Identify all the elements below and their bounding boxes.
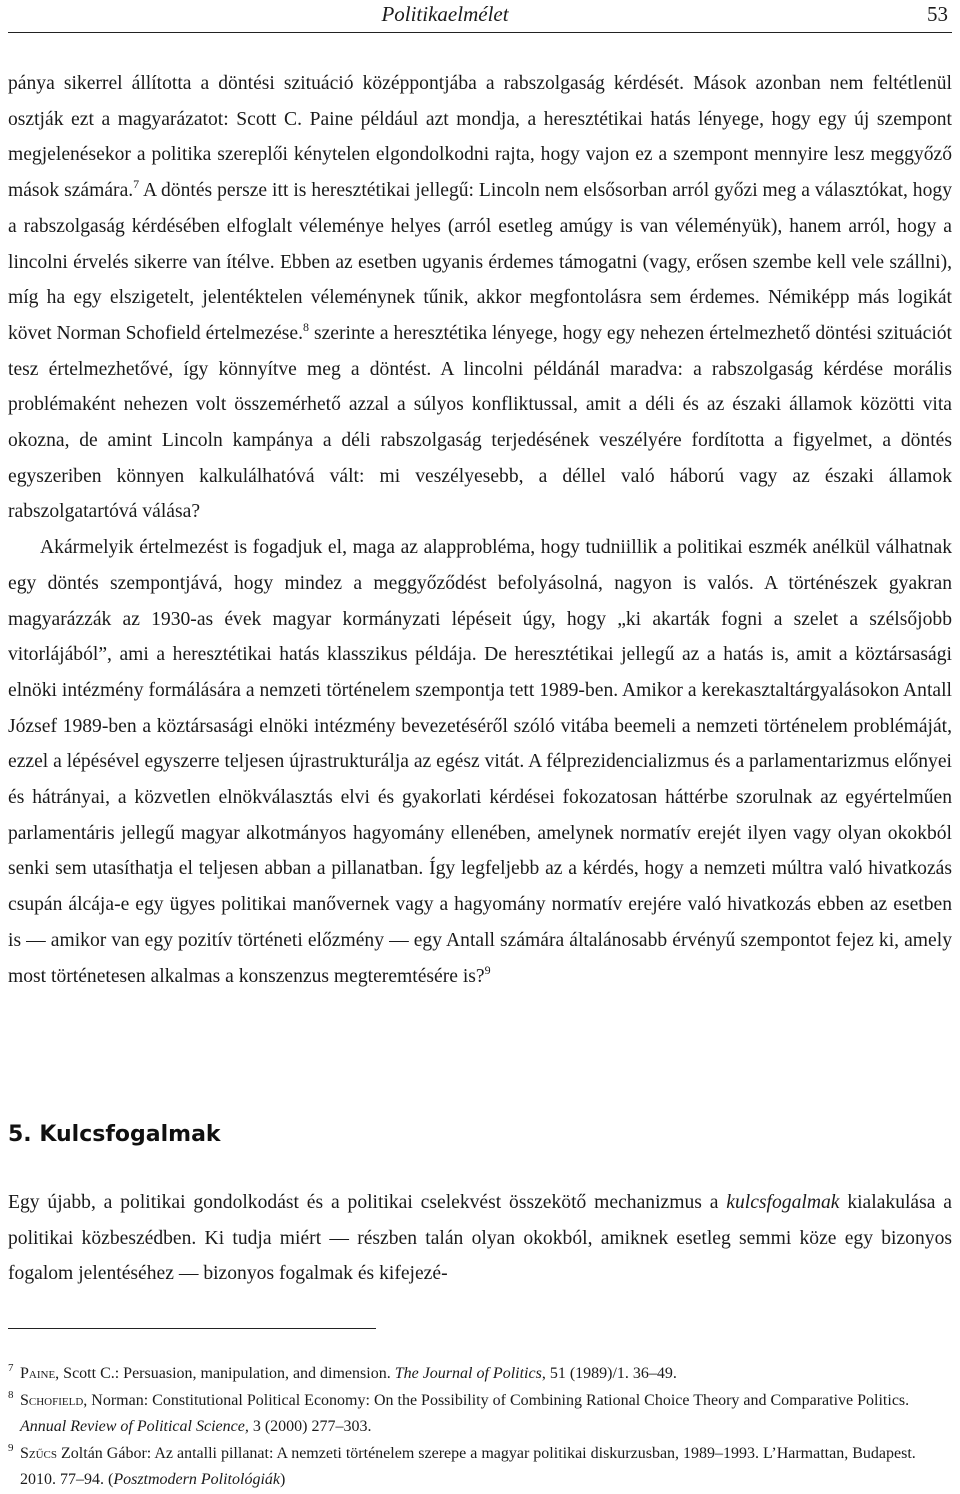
footnotes: [8, 1361, 952, 1494]
paragraph-1-part-c: szerinte a heresztétika lényege, hogy egy nehezen értelmezhető döntési szituációt tesz értelmezhetővé, így könnyítve meg a döntést. A lincolni példánál maradva: a rabszolgaság kérdése morális problémaként nehezen volt összemérhető azzal a súlyos konfliktussal, amit a déli és az északi államok közötti vita okozna, de amint Lincoln kampánya a déli rabszolgaság terjedésének veszélyére fordította a figyelmet, a döntés egyszeriben könnyen kalkulálhatóvá vált: mi veszélyesebb, a déllel való háború vagy az északi államok rabszolgatartóvá válása?: [8, 322, 952, 523]
footnote-ref-7[interactable]: 7: [133, 177, 140, 192]
section-paragraph: [8, 1185, 952, 1292]
page-number: 53: [927, 2, 948, 26]
body-text: [8, 66, 952, 994]
footnote-mark: 7: [8, 1362, 14, 1374]
paragraph-1: [8, 66, 952, 530]
section-paragraph-start: Egy újabb, a politikai gondolkodást és a politikai cselekvést összekötő mechanizmus a: [8, 1192, 727, 1213]
footnote-divider: [8, 1328, 376, 1329]
footnote-author: Paine: [20, 1365, 56, 1382]
footnote-tail: ): [279, 1471, 286, 1488]
footnote-text: Zoltán Gábor: Az antalli pillanat: A nemzeti történelem szerepe a magyar politikai diskurzusban, 1989–1993. L’Harmattan, Budapest. 2010. 77–94. (: [20, 1444, 916, 1488]
paragraph-1-part-a: pánya sikerrel állította a döntési szituáció középpontjába a rabszolgaság kérdését. Mások azonban nem feltétlenül osztják ezt a magyarázatot: Scott C. Paine például azt mondja, a heresztétikai hatás lényege, hogy egy új szempont megjelenésekor a politika szereplői kénytelen elgondolkodni rajta, hogy vajon ez a szempont mennyire lesz meggyőző mások számára.: [8, 73, 952, 202]
footnote-7: [8, 1361, 952, 1388]
paragraph-2-text: Akármelyik értelmezést is fogadjuk el, maga az alapprobléma, hogy tudniillik a politikai eszmék anélkül válhatnak egy döntés szempontjává, hogy mindez a meggyőződést befolyásolná, nagyon is valós. A történészek gyakran magyarázzák az 1930-as évek magyar kormányzati lépéseit úgy, hogy „ki akarták fogni a szelet a szélsőjobb vitorlájából”, ami a heresztétikai hatás klasszikus példája. De heresztétikai jellegű az a hatás is, amit a köztársasági elnöki intézmény formálására a nemzeti történelem szempontja tett 1989-ben. Amikor a kerekasztaltárgyalásokon Antall József 1989-ben a köztársasági elnöki intézmény bevezetéséről szóló vitába beemeli a nemzeti történelem problémáját, ezzel a lépésével egyszerre teljesen újrastrukturálja az egész vitát. A félprezidencializmus és a parlamentarizmus előnyei és hátrányai, a közvetlen elnökválasztás elvi és gyakorlati kérdései fokozatosan háttérbe szorulnak az egyértelműen parlamentáris jellegű magyar alkotmányos hagyomány ellenében, amelynek normatív erejét ilyen vagy olyan okokból senki sem utasíthatja el teljesen abban a pillanatban. Így legfeljebb az a kérdés, hogy a nemzeti múltra való hivatkozás csupán álcája-e egy ügyes politikai manővernek vagy a hagyomány normatív erejére való hivatkozás ebben az esetben is — amikor van egy pozitív történeti előzmény — egy Antall számára általánosabb érvényű szempontot fejez ki, amely most történetesen alkalmas a konszenzus megteremtésére is?: [8, 537, 952, 987]
section-heading: 5. Kulcsfogalmak: [8, 1122, 221, 1147]
footnote-author: Schofield: [20, 1391, 84, 1409]
footnote-journal: Annual Review of Political Science,: [20, 1418, 249, 1435]
footnote-journal: The Journal of Politics: [394, 1365, 542, 1382]
footnote-9: [8, 1441, 952, 1494]
paragraph-1-part-b: A döntés persze itt is heresztétikai jellegű: Lincoln nem elsősorban arról győzi meg a választókat, hogy a rabszolgaság kérdésében elfoglalt véleménye helyes (arról esetleg amúgy is van véleményük), hanem arról, hogy a lincolni érvelés sikerre van ítélve. Ebben az esetben ugyanis érdemes támogatni (vagy, erősen szembe kell vele szállni), míg ha egy elszigetelt, jelentéktelen véleménynek tűnik, akkor megfontolásra sem érdemes. Némiképp más logikát követ Norman Schofield értelmezése.: [8, 180, 952, 344]
page-header: [8, 0, 952, 33]
key-term: kulcsfogalmak: [726, 1192, 840, 1213]
footnote-text: , Scott C.: Persuasion, manipulation, and dimension.: [55, 1365, 395, 1382]
running-title: Politikaelmélet: [381, 2, 509, 26]
section-paragraph-end: kialakulása a politikai közbeszédben. Ki tudja miért — részben talán olyan okokból, amiknek esetleg semmi köze egy bizonyos fogalom jelentéséhez — bizonyos fogalmak és kifejezé-: [8, 1192, 952, 1285]
footnote-series: Posztmodern Politológiák: [113, 1471, 280, 1488]
footnote-tail: 3 (2000) 277–303.: [248, 1418, 372, 1435]
footnote-8: [8, 1388, 952, 1441]
footnote-ref-9[interactable]: 9: [484, 962, 491, 977]
footnote-tail: , 51 (1989)/1. 36–49.: [541, 1365, 677, 1382]
footnote-ref-8[interactable]: 8: [303, 319, 310, 334]
footnote-mark: 9: [8, 1441, 14, 1454]
footnote-mark: 8: [8, 1388, 14, 1401]
footnote-text: , Norman: Constitutional Political Economy: On the Possibility of Combining Rational Choice Theory and Comparative Politics.: [83, 1391, 910, 1409]
paragraph-2: [8, 530, 952, 994]
footnote-author: Szűcs: [20, 1444, 58, 1462]
